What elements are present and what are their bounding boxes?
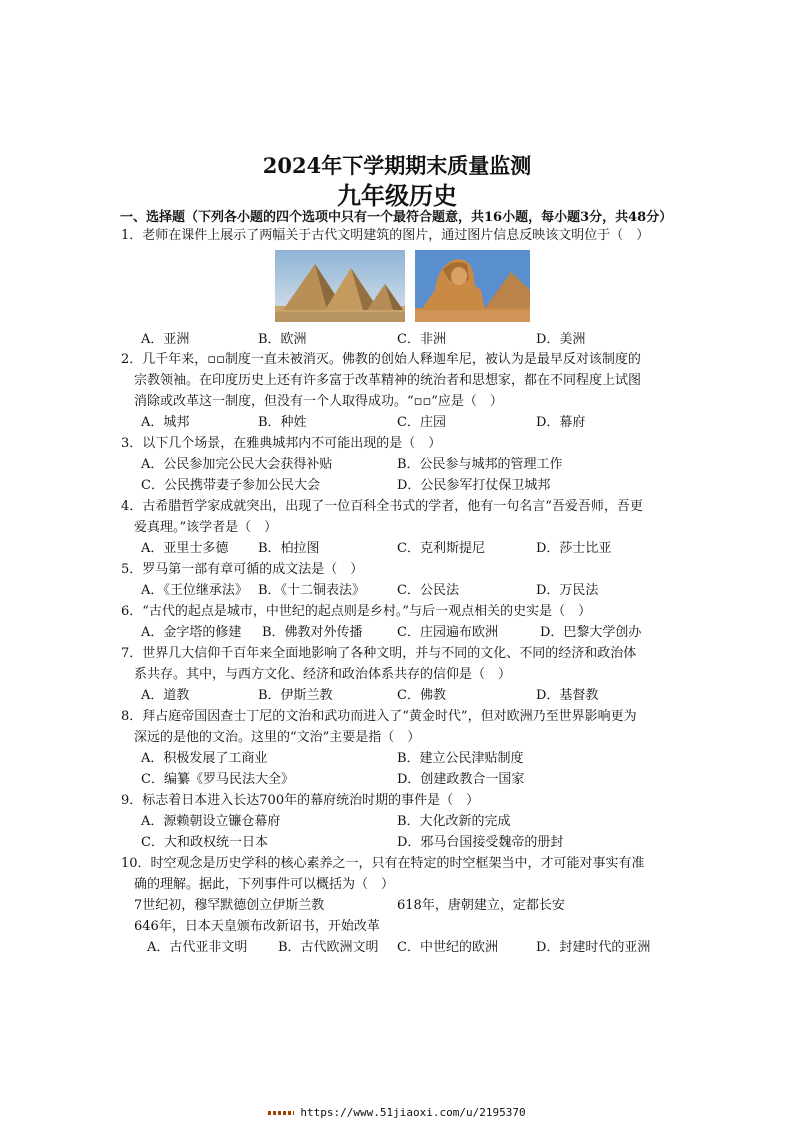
q3-option-d: D．公民参军打仗保卫城邦 [397,478,551,493]
question-7-stem-2: 系共存。其中，与西方文化、经济和政治体系共存的信仰是（ ） [134,667,512,682]
q5-option-b: B．《十二铜表法》 [258,583,366,598]
section-heading: 一、选择题（下列各小题的四个选项中只有一个最符合题意，共16小题，每小题3分，共48分） [120,210,673,225]
q6-option-c: C．庄园遍布欧洲 [397,625,498,640]
q7-option-b: B．伊斯兰教 [258,688,333,703]
q9-option-b: B．大化改新的完成 [397,814,511,829]
exam-subject: 九年级历史 [337,181,457,210]
q1-option-d: D．美洲 [536,332,586,347]
q2-option-a: A．城邦 [141,415,190,430]
footer-url[interactable]: https://www.51jiaoxi.com/u/2195370 [300,1106,526,1119]
q10-event-2: 618年，唐朝建立，定都长安 [397,898,565,913]
q5-option-c: C．公民法 [397,583,459,598]
question-4-stem: 4．古希腊哲学家成就突出，出现了一位百科全书式的学者，他有一句名言“吾爱吾师，吾更 [121,499,643,514]
exam-title: 2024年下学期期末质量监测 [262,153,532,178]
q8-option-a: A．积极发展了工商业 [141,751,268,766]
question-4-stem-2: 爱真理。”该学者是（ ） [134,520,278,535]
question-2-stem-2: 宗教领袖。在印度历史上还有许多富于改革精神的统治者和思想家，都在不同程度上试图 [134,373,642,388]
q5-option-a: A．《王位继承法》 [141,583,248,598]
q3-option-c: C．公民携带妻子参加公民大会 [141,478,320,493]
q1-option-c: C．非洲 [397,332,446,347]
question-5-stem: 5．罗马第一部有章可循的成文法是（ ） [121,562,364,577]
q2-option-d: D．幕府 [536,415,586,430]
q3-option-a: A．公民参加完公民大会获得补贴 [141,457,333,472]
q10-option-d: D．封建时代的亚洲 [536,940,651,955]
q4-option-c: C．克利斯提尼 [397,541,485,556]
question-2-stem: 2．几千年来，▫▫制度一直未被消灭。佛教的创始人释迦牟尼，被认为是最早反对该制度的 [121,352,641,367]
q8-option-c: C．编纂《罗马民法大全》 [141,772,294,787]
q4-option-b: B．柏拉图 [258,541,320,556]
q9-option-c: C．大和政权统一日本 [141,835,268,850]
q6-option-b: B．佛教对外传播 [262,625,363,640]
question-10-stem-2: 确的理解。据此，下列事件可以概括为（ ） [134,877,395,892]
q5-option-d: D．万民法 [536,583,599,598]
q10-option-b: B．古代欧洲文明 [278,940,379,955]
q4-option-a: A．亚里士多德 [141,541,229,556]
question-10-stem: 10．时空观念是历史学科的核心素养之一，只有在特定的时空框架当中，才可能对事实有准 [121,856,645,871]
q7-option-d: D．基督教 [536,688,599,703]
question-6-stem: 6．“古代的起点是城市，中世纪的起点则是乡村。”与后一观点相关的史实是（ ） [121,604,592,619]
q4-option-d: D．莎士比亚 [536,541,612,556]
q1-option-a: A．亚洲 [141,332,190,347]
q10-event-3: 646年，日本天皇颁布改新诏书，开始改革 [134,919,380,934]
q9-option-d: D．邪马台国接受魏帝的册封 [397,835,564,850]
q10-option-a: A．古代亚非文明 [147,940,248,955]
sphinx-image [415,250,530,322]
question-8-stem-2: 深远的是他的文治。这里的“文治”主要是指（ ） [134,730,421,745]
question-2-stem-3: 消除或改革这一制度，但没有一个人取得成功。“▫▫”应是（ ） [134,394,503,409]
q10-option-c: C．中世纪的欧洲 [397,940,498,955]
q8-option-b: B．建立公民津贴制度 [397,751,524,766]
question-1-stem: 1．老师在课件上展示了两幅关于古代文明建筑的图片，通过图片信息反映该文明位于（ ） [121,228,650,243]
question-3-stem: 3．以下几个场景，在雅典城邦内不可能出现的是（ ） [121,436,442,451]
q7-option-c: C．佛教 [397,688,446,703]
site-logo-icon [268,1111,294,1115]
q10-event-1: 7世纪初，穆罕默德创立伊斯兰教 [134,898,325,913]
footer [0,1106,794,1119]
pyramids-image [275,250,405,322]
q6-option-d: D．巴黎大学创办 [540,625,642,640]
question-7-stem: 7．世界几大信仰千百年来全面地影响了各种文明，并与不同的文化、不同的经济和政治体 [121,646,637,661]
question-8-stem: 8．拜占庭帝国因查士丁尼的文治和武功而进入了“黄金时代”，但对欧洲乃至世界影响更为 [121,709,637,724]
q8-option-d: D．创建政教合一国家 [397,772,525,787]
q2-option-b: B．种姓 [258,415,307,430]
q6-option-a: A．金字塔的修建 [141,625,242,640]
q9-option-a: A．源赖朝设立镰仓幕府 [141,814,281,829]
q3-option-b: B．公民参与城邦的管理工作 [397,457,563,472]
question-9-stem: 9．标志着日本进入长达700年的幕府统治时期的事件是（ ） [121,793,480,808]
q7-option-a: A．道教 [141,688,190,703]
q1-option-b: B．欧洲 [258,332,307,347]
q2-option-c: C．庄园 [397,415,446,430]
